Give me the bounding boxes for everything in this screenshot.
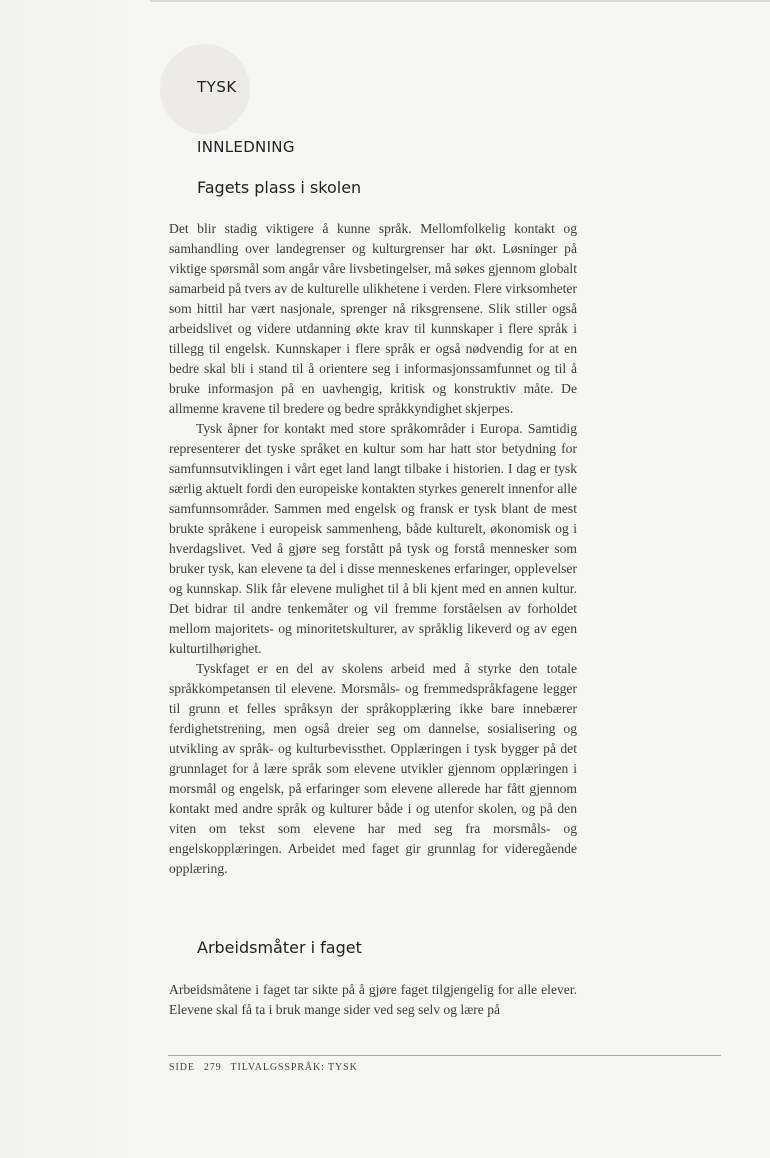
section-heading-fagets-plass: Fagets plass i skolen — [197, 178, 362, 197]
footer-divider — [168, 1055, 721, 1056]
running-title: TILVALGSSPRÅK: TYSK — [230, 1062, 358, 1073]
body-paragraph: Tysk åpner for kontakt med store språkområder i Europa. Samtidig representerer det tyske språket en kultur som har hatt stor betydning for samfunnsutviklingen i vårt eget land langt tilbake i historien. I dag er tysk særlig aktuelt fordi den europeiske kontakten styrkes generelt innenfor alle samfunnsområder. Sammen med engelsk og fransk er tysk blant de mest brukte språkene i europeisk sammenheng, både kulturelt, økonomisk og i hverdagslivet. Ved å gjøre seg forstått på tysk og forstå mennesker som bruker tysk, kan elevene ta del i disse menneskenes erfaringer, opplevelser og kunnskap. Slik får elevene mulighet til å bli kjent med en annen kultur. Det bidrar til andre tenkemåter og vil fremme forståelsen av forholdet mellom majoritets- og minoritetskulturer, av språklig likeverd og av egen kulturtilhørighet. — [169, 421, 577, 656]
section-heading-arbeidsmater: Arbeidsmåter i faget — [197, 938, 362, 957]
section-body-arbeidsmater — [169, 980, 577, 1020]
page-number: 279 — [203, 1062, 222, 1073]
section-body-fagets-plass — [169, 219, 577, 879]
footer-side-label: SIDE — [169, 1062, 195, 1073]
page-gutter-shade — [0, 0, 150, 1158]
page-footer — [169, 1062, 358, 1073]
section-label: TYSK — [197, 78, 237, 96]
chapter-heading: INNLEDNING — [197, 138, 295, 156]
body-paragraph: Det blir stadig viktigere å kunne språk. Mellomfolkelig kontakt og samhandling over landegrenser og kulturgrenser har økt. Løsninger på viktige spørsmål som angår våre livsbetingelser, må søkes gjennom globalt samarbeid på tvers av de kulturelle ulikhetene i verden. Flere virksomheter som hittil har vært nasjonale, sprenger nå riksgrensene. Slik stiller også arbeidslivet og videre utdanning økte krav til kunnskaper i flere språk i tillegg til engelsk. Kunnskaper i flere språk er også nødvendig for at en bedre skal bli i stand til å orientere seg i informasjonssamfunnet og til å bruke informasjon på en uavhengig, kritisk og konstruktiv måte. De allmenne kravene til bredere og bedre språkkyndighet skjerpes. — [169, 221, 577, 416]
body-paragraph: Arbeidsmåtene i faget tar sikte på å gjøre faget tilgjengelig for alle elever. Elevene skal få ta i bruk mange sider ved seg selv og lære på — [169, 982, 577, 1017]
body-paragraph: Tyskfaget er en del av skolens arbeid med å styrke den totale språkkompetansen til elevene. Morsmåls- og fremmedspråkfagene legger til grunn et felles språksyn der språkopplæring ikke bare innebærer ferdighetstrening, men også dreier seg om dannelse, sosialisering og utvikling av språk- og kulturbevissthet. Opplæringen i tysk bygger på det grunnlaget for å lære språk som elevene utvikler gjennom opplæringen i morsmål og engelsk, på erfaringer som elevene allerede har fått gjennom kontakt med andre språk og kulturer både i og utenfor skolen, og på den viten om tekst som elevene har med seg fra morsmåls- og engelskopplæringen. Arbeidet med faget gir grunnlag for videregående opplæring. — [169, 661, 577, 876]
